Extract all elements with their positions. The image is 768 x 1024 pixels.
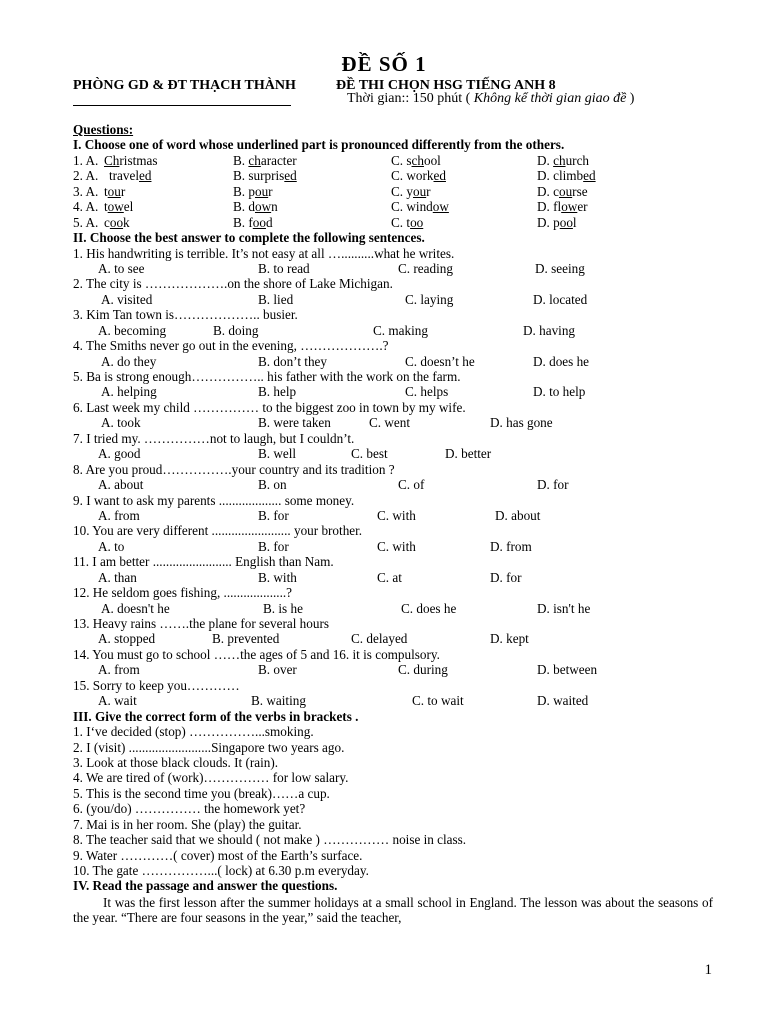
- option-suffix: ristmas: [119, 152, 158, 168]
- underlined-sound: oo: [252, 214, 266, 230]
- answer-options-row: [73, 539, 713, 554]
- question-number: 4. A.: [73, 199, 99, 215]
- option-prefix: C. t: [391, 214, 411, 230]
- verb-exercise-item: 8. The teacher said that we should ( not make ) …………… noise in class.: [73, 832, 467, 848]
- underlined-sound: ch: [411, 152, 424, 168]
- option-suffix: r: [426, 183, 431, 199]
- answer-options-row: [73, 477, 713, 492]
- pronunciation-option: [233, 199, 278, 214]
- verb-exercise-item: 6. (you/do) …………… the homework yet?: [73, 801, 306, 817]
- answer-option: A. about: [98, 477, 144, 493]
- answer-options-row: [73, 446, 713, 461]
- answer-option: A. from: [98, 662, 140, 678]
- option-prefix: D. c: [537, 183, 559, 199]
- pronunciation-option: [537, 199, 588, 214]
- question-number: 5. A.: [73, 214, 99, 230]
- underlined-sound: ou: [107, 183, 121, 199]
- pronunciation-row: [73, 199, 713, 214]
- question-stem: 9. I want to ask my parents ................... some money.: [73, 492, 355, 508]
- answer-options-row: [73, 570, 713, 585]
- answer-option: A. helping: [101, 384, 157, 400]
- answer-option: C. during: [398, 662, 448, 678]
- underlined-sound: ed: [284, 168, 297, 184]
- pronunciation-row: [73, 153, 713, 168]
- answer-option: C. best: [351, 446, 388, 462]
- pronunciation-option: [391, 215, 423, 230]
- underlined-sound: Ch: [104, 152, 120, 168]
- option-suffix: d: [265, 214, 273, 230]
- pronunciation-row: [73, 168, 713, 183]
- answer-option: A. from: [98, 507, 140, 523]
- answer-option: D. located: [533, 291, 588, 307]
- answer-option: B. for: [258, 507, 289, 523]
- question-stem: 13. Heavy rains …….the plane for several hours: [73, 616, 329, 631]
- pronunciation-option: [104, 215, 130, 230]
- underlined-sound: oo: [410, 214, 424, 230]
- answer-option: D. waited: [537, 693, 589, 709]
- question-stem: 10. You are very different ........................ your brother.: [73, 523, 363, 539]
- question-stem: 8. Are you proud…………….your country and its tradition ?: [73, 461, 395, 477]
- option-prefix: travel: [109, 168, 140, 184]
- option-suffix: er: [577, 199, 588, 215]
- answer-option: B. prevented: [212, 631, 280, 647]
- pronunciation-option: [537, 215, 577, 230]
- answer-option: B. were taken: [258, 415, 331, 431]
- question-stem: 2. The city is ……………….on the shore of Lake Michigan.: [73, 276, 393, 292]
- verb-exercise-item: 10. The gate ……………...( lock) at 6.30 p.m everyday.: [73, 863, 369, 878]
- underlined-sound: oo: [109, 214, 124, 230]
- answer-options-row: [73, 323, 713, 338]
- answer-option: C. of: [398, 477, 425, 493]
- option-suffix: r: [268, 183, 273, 199]
- answer-options-row: [73, 662, 713, 677]
- time-close: ): [629, 91, 635, 106]
- answer-option: B. with: [258, 569, 297, 585]
- answer-option: C. delayed: [351, 631, 408, 647]
- answer-options-row: [73, 292, 713, 307]
- time-label: Thời gian:: 150 phút (: [347, 91, 471, 106]
- time-allowed: [347, 91, 634, 107]
- option-prefix: C. s: [391, 152, 412, 168]
- answer-options-row: [73, 601, 713, 616]
- underlined-sound: ch: [553, 152, 566, 168]
- underlined-sound: ch: [248, 152, 261, 168]
- answer-option: D. between: [537, 662, 598, 678]
- answer-options-row: [73, 693, 713, 708]
- exam-number-title: ĐỀ SỐ 1: [341, 52, 427, 76]
- answer-option: D. for: [490, 569, 522, 585]
- underlined-sound: ed: [139, 168, 152, 184]
- option-prefix: D. climb: [537, 168, 584, 184]
- answer-option: C. doesn’t he: [405, 353, 475, 369]
- underlined-sound: ow: [107, 199, 124, 215]
- answer-option: C. to wait: [412, 693, 464, 709]
- answer-option: D. to help: [533, 384, 586, 400]
- reading-passage: It was the first lesson after the summer holidays at a small school in England. The lesson was about the seasons of the year. “There are four seasons in the year,” said the teacher,: [73, 894, 713, 926]
- question-stem: 5. Ba is strong enough…………….. his father with the work on the farm.: [73, 369, 461, 384]
- question-stem: 7. I tried my. ……………not to laugh, but I couldn’t.: [73, 430, 355, 446]
- pronunciation-option: [233, 168, 297, 183]
- verb-exercise-item: 5. This is the second time you (break)……a cup.: [73, 785, 330, 801]
- option-prefix: C. y: [391, 183, 413, 199]
- question-stem: 15. Sorry to keep you…………: [73, 677, 240, 693]
- section-4-heading: IV. Read the passage and answer the questions.: [73, 878, 338, 894]
- verb-exercise-item: 7. Mai is in her room. She (play) the guitar.: [73, 816, 302, 832]
- section-2-heading: II. Choose the best answer to complete the following sentences.: [73, 230, 425, 246]
- pronunciation-option: [233, 153, 297, 168]
- answer-option: D. from: [490, 538, 532, 554]
- answer-option: A. becoming: [98, 322, 167, 338]
- pronunciation-option: [537, 168, 596, 183]
- exam-content: [73, 122, 713, 926]
- answer-option: B. to read: [258, 260, 310, 276]
- answer-options-row: [73, 261, 713, 276]
- answer-option: D. does he: [533, 353, 590, 369]
- section-3-heading: III. Give the correct form of the verbs in brackets .: [73, 708, 359, 724]
- underlined-sound: ow: [254, 199, 272, 215]
- verb-exercise-item: 1. I‘ve decided (stop) ……………...smoking.: [73, 724, 314, 740]
- option-prefix: t: [104, 183, 108, 199]
- option-suffix: rse: [572, 183, 588, 199]
- question-stem: 6. Last week my child …………… to the biggest zoo in town by my wife.: [73, 399, 466, 415]
- header-divider: [73, 105, 291, 106]
- pronunciation-row: [73, 215, 713, 230]
- answer-option: A. took: [101, 415, 141, 431]
- department-name: PHÒNG GD & ĐT THẠCH THÀNH: [73, 78, 296, 93]
- option-prefix: B. d: [233, 199, 255, 215]
- answer-option: C. went: [369, 415, 411, 431]
- option-prefix: D. fl: [537, 199, 562, 215]
- pronunciation-option: [391, 184, 431, 199]
- answer-option: C. laying: [405, 291, 454, 307]
- answer-option: A. visited: [101, 291, 153, 307]
- option-suffix: k: [123, 214, 130, 230]
- pronunciation-row: [73, 184, 713, 199]
- answer-option: D. for: [537, 477, 569, 493]
- pronunciation-option: [104, 199, 133, 214]
- option-prefix: D.: [537, 152, 554, 168]
- answer-option: D. kept: [490, 631, 529, 647]
- pronunciation-option: [537, 184, 588, 199]
- question-number: 3. A.: [73, 183, 99, 199]
- pronunciation-option: [104, 153, 158, 168]
- option-prefix: C. wind: [391, 199, 433, 215]
- underlined-sound: ou: [254, 183, 269, 199]
- underlined-sound: ed: [583, 168, 596, 184]
- answer-option: B. well: [258, 446, 297, 462]
- option-suffix: n: [271, 199, 278, 215]
- pronunciation-option: [104, 184, 125, 199]
- pronunciation-option: [233, 184, 273, 199]
- answer-option: B. don’t they: [258, 353, 327, 369]
- answer-option: B. doing: [213, 322, 259, 338]
- verb-exercise-item: 9. Water …………( cover) most of the Earth’s surface.: [73, 847, 363, 863]
- verb-exercise-item: 3. Look at those black clouds. It (rain).: [73, 754, 279, 770]
- underlined-sound: ou: [412, 183, 427, 199]
- answer-option: B. is he: [263, 600, 303, 616]
- answer-option: A. good: [98, 446, 141, 462]
- pronunciation-option: [391, 153, 441, 168]
- answer-option: C. at: [377, 569, 402, 585]
- underlined-sound: ow: [561, 199, 578, 215]
- answer-option: A. than: [98, 569, 137, 585]
- answer-option: C. with: [377, 538, 416, 554]
- answer-option: D. has gone: [490, 415, 553, 431]
- answer-options-row: [73, 508, 713, 523]
- answer-option: D. about: [495, 507, 541, 523]
- option-prefix: B. surpris: [233, 168, 285, 184]
- answer-option: D. seeing: [535, 260, 585, 276]
- option-prefix: t: [104, 199, 108, 215]
- answer-option: D. having: [523, 322, 576, 338]
- answer-option: A. to: [98, 538, 125, 554]
- pronunciation-option: [391, 199, 449, 214]
- verb-exercise-item: 4. We are tired of (work)…………… for low salary.: [73, 770, 349, 786]
- underlined-sound: oo: [559, 214, 573, 230]
- question-stem: 3. Kim Tan town is……………….. busier.: [73, 307, 298, 323]
- underlined-sound: ed: [433, 168, 446, 184]
- answer-option: A. do they: [101, 353, 157, 369]
- answer-options-row: [73, 415, 713, 430]
- question-stem: 14. You must go to school ……the ages of 5 and 16. it is compulsory.: [73, 646, 440, 662]
- exam-title: ĐỀ THI CHỌN HSG TIẾNG ANH 8: [336, 78, 556, 93]
- answer-option: B. for: [258, 538, 289, 554]
- option-prefix: D. p: [537, 214, 560, 230]
- option-prefix: B. p: [233, 183, 255, 199]
- option-suffix: el: [123, 199, 134, 215]
- question-stem: 11. I am better ........................ English than Nam.: [73, 554, 334, 570]
- pronunciation-option: [233, 215, 273, 230]
- time-note: Không kể thời gian giao đề: [473, 91, 627, 106]
- answer-option: C. helps: [405, 384, 449, 400]
- option-prefix: c: [104, 214, 110, 230]
- answer-option: B. waiting: [251, 693, 306, 709]
- option-prefix: C. work: [391, 168, 434, 184]
- pronunciation-option: [391, 168, 446, 183]
- question-stem: 4. The Smiths never go out in the evening, ……………….?: [73, 338, 389, 354]
- option-prefix: B.: [233, 152, 249, 168]
- pronunciation-option: [537, 153, 589, 168]
- option-suffix: l: [572, 214, 577, 230]
- questions-heading: Questions:: [73, 122, 134, 137]
- pronunciation-option: [109, 168, 151, 183]
- answer-option: A. to see: [98, 260, 145, 276]
- answer-option: B. help: [258, 384, 297, 400]
- answer-option: C. reading: [398, 260, 453, 276]
- answer-option: D. isn't he: [537, 600, 591, 616]
- answer-option: C. with: [377, 507, 416, 523]
- answer-option: A. doesn't he: [101, 600, 170, 616]
- section-1-heading: I. Choose one of word whose underlined part is pronounced differently from the others.: [73, 137, 565, 153]
- answer-options-row: [73, 631, 713, 646]
- question-stem: 12. He seldom goes fishing, ...................?: [73, 585, 293, 601]
- underlined-sound: ou: [558, 183, 573, 199]
- option-suffix: urch: [565, 152, 590, 168]
- question-number: 2. A.: [73, 168, 99, 184]
- option-prefix: B. f: [233, 214, 253, 230]
- option-suffix: r: [120, 183, 126, 199]
- answer-option: B. on: [258, 477, 287, 493]
- answer-options-row: [73, 384, 713, 399]
- underlined-sound: ow: [432, 199, 449, 215]
- question-number: 1. A.: [73, 152, 99, 168]
- answer-option: A. wait: [98, 693, 137, 709]
- option-suffix: aracter: [260, 152, 297, 168]
- answer-option: A. stopped: [98, 631, 156, 647]
- answer-option: D. better: [445, 446, 492, 462]
- answer-option: C. does he: [401, 600, 457, 616]
- option-suffix: ool: [423, 152, 441, 168]
- answer-option: C. making: [373, 322, 428, 338]
- page-number: 1: [704, 962, 712, 978]
- question-stem: 1. His handwriting is terrible. It’s not easy at all …..........what he writes.: [73, 245, 455, 261]
- answer-options-row: [73, 354, 713, 369]
- answer-option: B. over: [258, 662, 297, 678]
- verb-exercise-item: 2. I (visit) .........................Singapore two years ago.: [73, 739, 345, 755]
- answer-option: B. lied: [258, 291, 294, 307]
